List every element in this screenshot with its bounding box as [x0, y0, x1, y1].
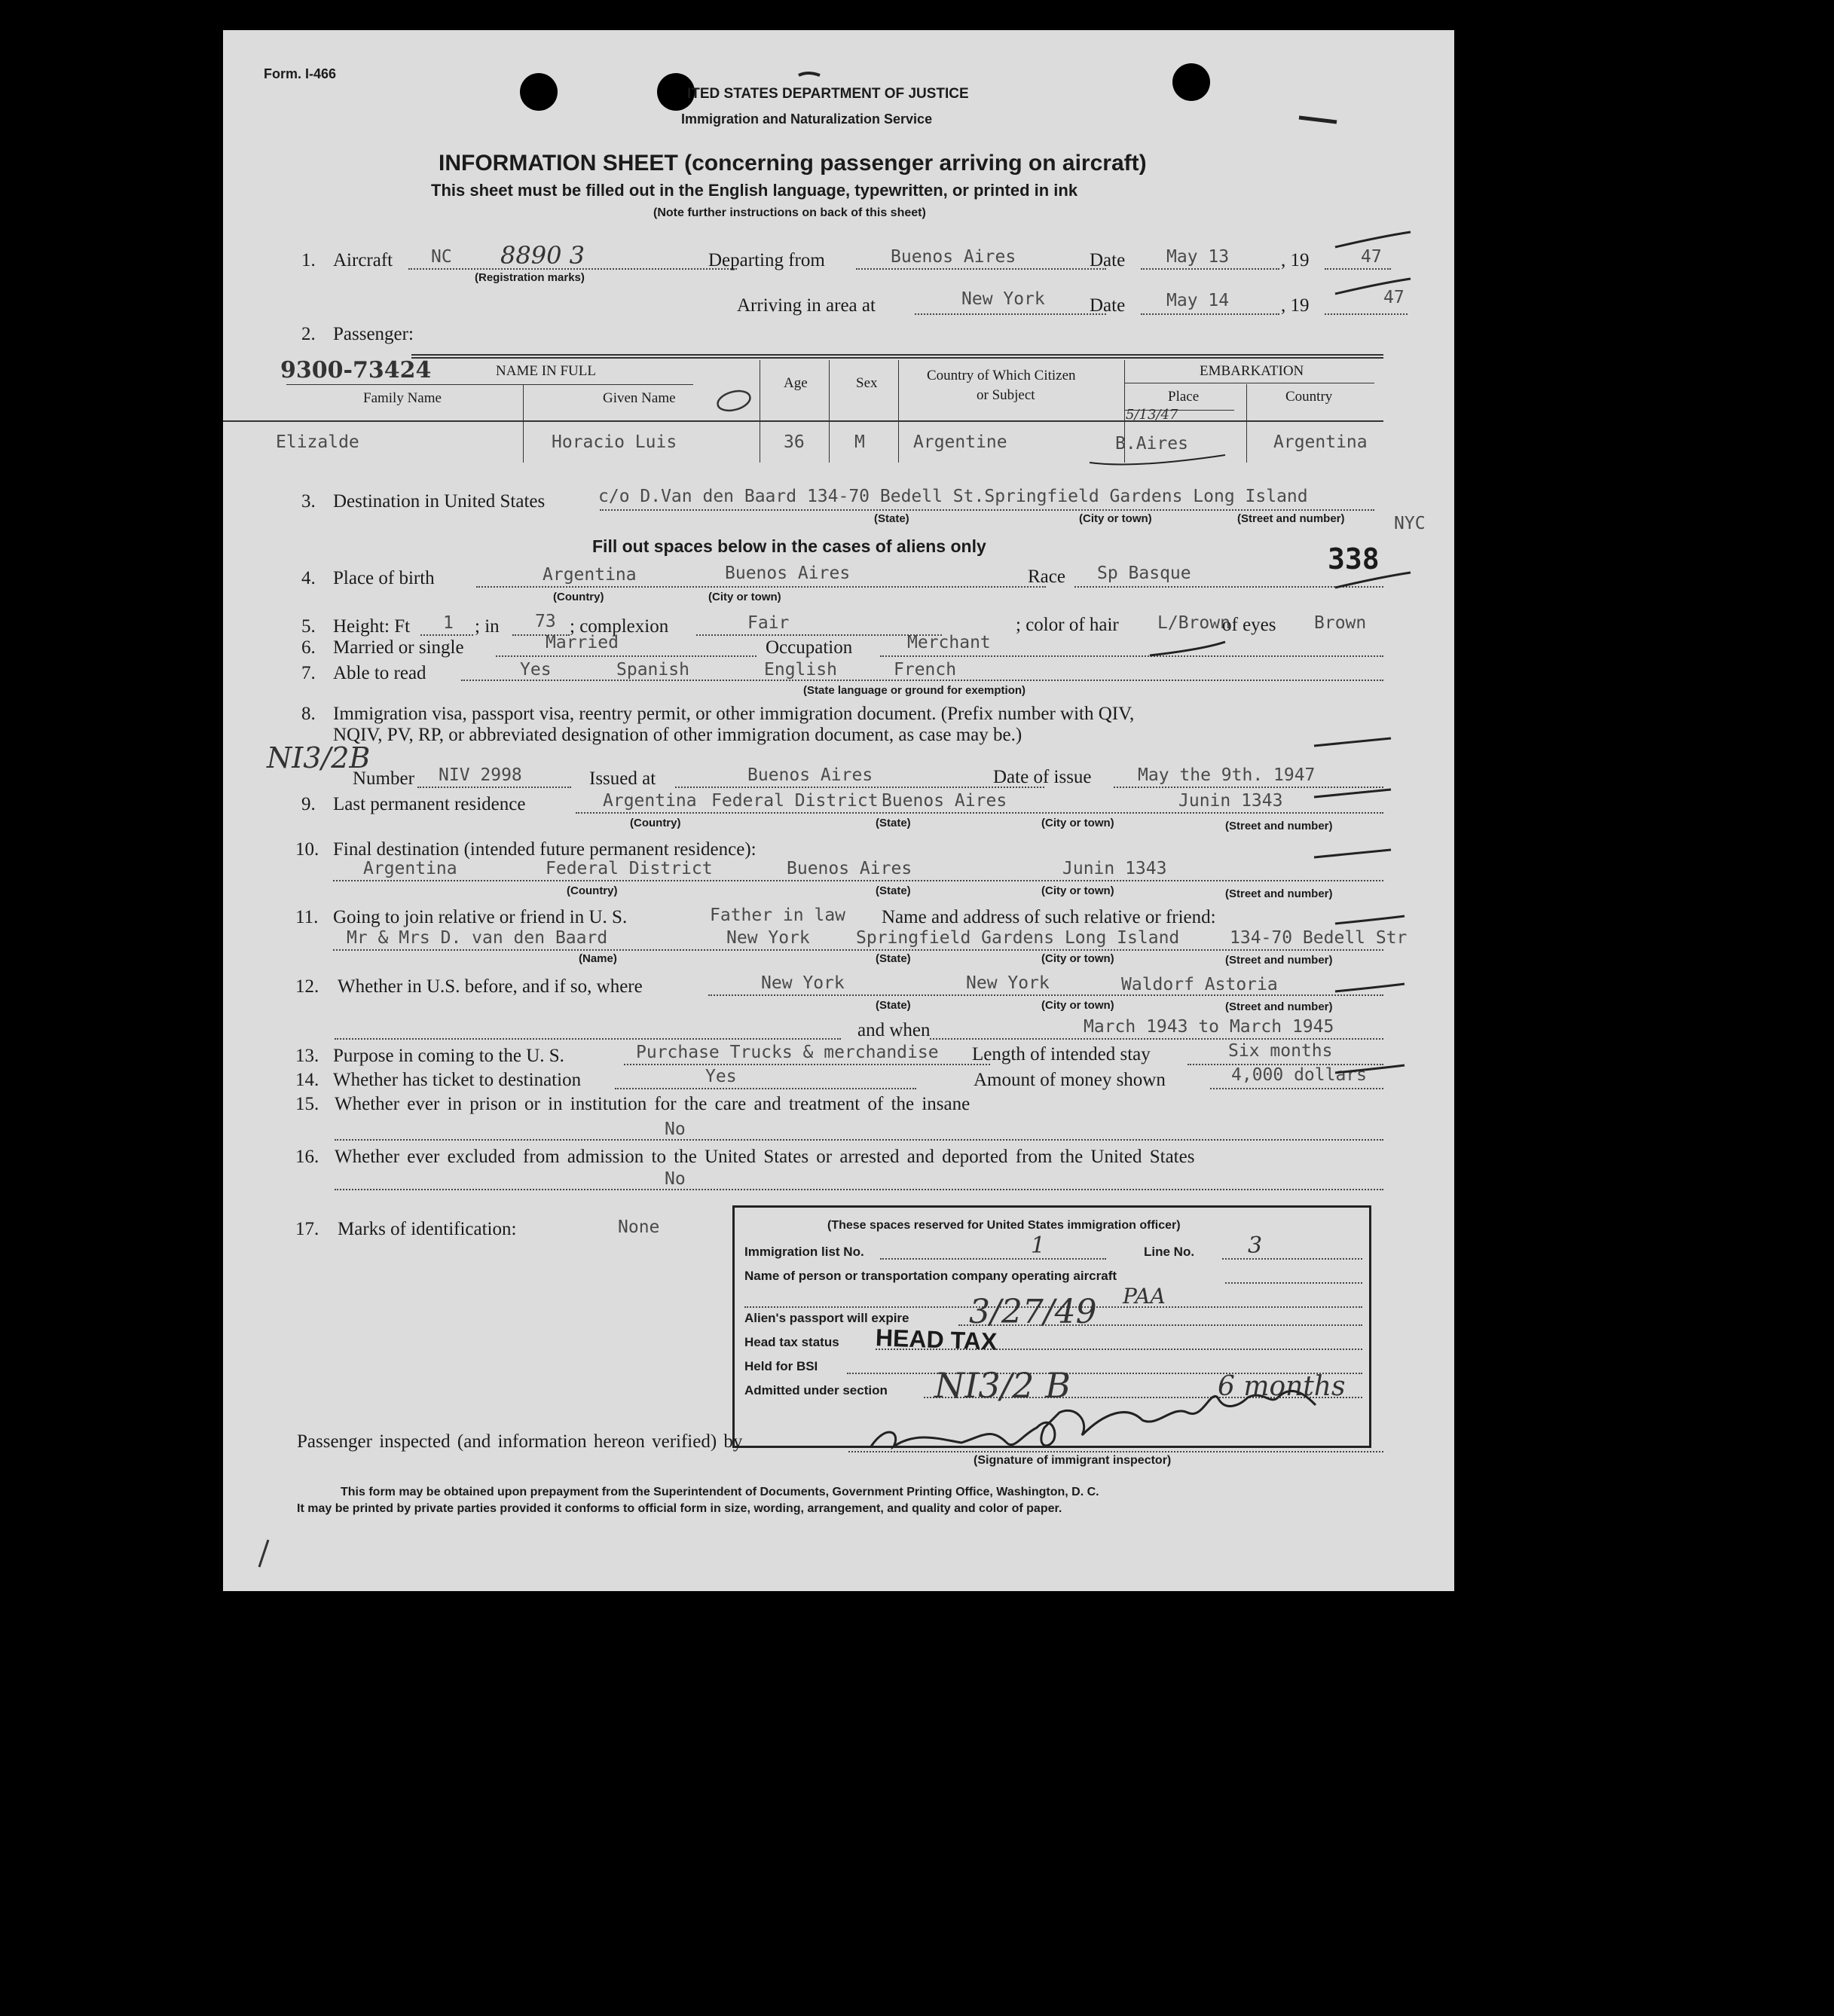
q1-number: 1.: [301, 250, 316, 270]
head-tax-stamp: HEAD TAX: [875, 1324, 998, 1355]
arriving-label: Arriving in area at: [737, 295, 876, 316]
arrive-year-value: 47: [1383, 288, 1405, 307]
arrive-date-value: May 14: [1166, 291, 1230, 310]
excluded-answer: No: [665, 1169, 686, 1189]
q7-number: 7.: [301, 663, 316, 683]
prison-answer: No: [665, 1119, 686, 1139]
th-name-in-full: NAME IN FULL: [496, 363, 596, 379]
departing-label: Departing from: [708, 250, 825, 270]
hair-value: L/Brown: [1157, 613, 1230, 633]
read-language-2: English: [764, 660, 837, 680]
aircraft-label: Aircraft: [333, 250, 393, 270]
th-sex: Sex: [856, 375, 878, 391]
passenger-label: Passenger:: [333, 324, 414, 344]
line-number-value: 3: [1248, 1233, 1263, 1259]
admitted-term-value: 6 months: [1218, 1371, 1346, 1402]
last-residence-state: Federal District: [711, 791, 879, 811]
q10-number: 10.: [295, 839, 319, 860]
prison-question-label: Whether ever in prison or in institution for the care and treatment of the insane: [335, 1094, 970, 1114]
aliens-section-header: Fill out spaces below in the cases of aliens only: [592, 536, 986, 556]
relative-city-value: Springfield Gardens Long Island: [856, 928, 1180, 948]
form-title: INFORMATION SHEET (concerning passenger arriving on aircraft): [439, 151, 1147, 176]
family-name-value: Elizalde: [276, 432, 359, 452]
caption-state: (State): [876, 817, 911, 829]
final-destination-state: Federal District: [546, 859, 713, 878]
caption-street: (Street and number): [1237, 512, 1345, 525]
caption-city: (City or town): [708, 591, 781, 603]
departing-from-value: Buenos Aires: [891, 247, 1016, 267]
immigration-list-label: Immigration list No: [744, 1245, 860, 1259]
year-prefix: 19: [1290, 295, 1310, 316]
read-yes-value: Yes: [520, 660, 552, 680]
stamp-number: 338: [1328, 542, 1380, 576]
caption-city: (City or town): [1079, 512, 1152, 525]
hair-label: ; color of hair: [1016, 615, 1119, 635]
q17-number: 17.: [295, 1219, 319, 1239]
service-name: Immigration and Naturalization Service: [681, 111, 933, 127]
date-of-issue-value: May the 9th. 1947: [1138, 765, 1316, 785]
nyc-value: NYC: [1394, 514, 1426, 533]
final-destination-city: Buenos Aires: [787, 859, 912, 878]
height-label: Height: Ft: [333, 616, 411, 637]
visa-margin-note: NI3/2B: [267, 741, 371, 774]
ticket-label: Whether has ticket to destination: [333, 1070, 582, 1090]
registration-caption: (Registration marks): [475, 271, 585, 284]
read-language-3: French: [894, 660, 957, 680]
q15-number: 15.: [295, 1094, 319, 1114]
relative-street-value: 134-70 Bedell Str: [1230, 928, 1408, 948]
destination-label: Destination in United States: [333, 491, 546, 512]
department-name: ITED STATES DEPARTMENT OF JUSTICE: [687, 86, 969, 102]
caption-city: (City or town): [1041, 884, 1114, 897]
prior-visit-label: Whether in U.S. before, and if so, where: [338, 976, 643, 997]
purpose-label: Purpose in coming to the U. S.: [333, 1046, 564, 1066]
relative-state-value: New York: [726, 928, 810, 948]
language-caption: (State language or ground for exemption): [803, 684, 1026, 697]
footer-line-2: It may be printed by private parties provided it conforms to official form in size, wording, arrangement, and quality and color of paper.: [297, 1502, 1062, 1515]
prior-visit-when: March 1943 to March 1945: [1084, 1017, 1334, 1037]
relative-name-value: Mr & Mrs D. van den Baard: [347, 928, 608, 948]
th-place: Place: [1168, 389, 1200, 405]
caption-state: (State): [876, 952, 911, 965]
th-country: Country: [1285, 389, 1333, 405]
occupation-value: Merchant: [907, 633, 991, 652]
th-age: Age: [784, 375, 808, 391]
last-residence-country: Argentina: [603, 791, 697, 811]
arrive-date-label: Date: [1090, 295, 1126, 316]
q4-number: 4.: [301, 568, 316, 588]
caption-state: (State): [874, 512, 909, 525]
birthplace-label: Place of birth: [333, 568, 435, 588]
depart-date-label: Date: [1090, 250, 1126, 270]
caption-state: (State): [876, 999, 911, 1012]
operator-value: PAA: [1123, 1284, 1166, 1309]
complexion-value: Fair: [747, 613, 790, 633]
destination-value: c/o D.Van den Baard 134-70 Bedell St.Springfield Gardens Long Island: [598, 487, 1308, 506]
aircraft-prefix-value: NC: [431, 247, 452, 267]
birth-country-value: Argentina: [543, 565, 637, 585]
footer-line-1: This form may be obtained upon prepayment from the Superintendent of Documents, Government Printing Office, Washington, D. C.: [341, 1486, 1099, 1498]
visa-number-label: Number: [353, 768, 414, 789]
year-prefix: 19: [1290, 250, 1310, 270]
height-feet-value: 1: [443, 613, 454, 633]
marital-label: Married or single: [333, 637, 464, 658]
issued-at-value: Buenos Aires: [747, 765, 873, 785]
excluded-question-label: Whether ever excluded from admission to the United States or arrested and deported from the United States: [335, 1147, 1195, 1167]
form-number: Form. I-466: [264, 66, 337, 81]
date-of-issue-label: Date of issue: [993, 767, 1092, 787]
caption-country: (Country): [567, 884, 618, 897]
q5-number: 5.: [301, 616, 316, 637]
birth-city-value: Buenos Aires: [725, 564, 851, 583]
caption-street: (Street and number): [1225, 820, 1333, 832]
admitted-section-label: Admitted under section: [744, 1383, 888, 1397]
caption-city: (City or town): [1041, 952, 1114, 965]
last-residence-label: Last permanent residence: [333, 794, 526, 814]
depart-year-value: 47: [1361, 247, 1382, 267]
q2-number: 2.: [301, 324, 316, 344]
held-for-bsi-label: Held for BSI: [744, 1359, 818, 1373]
race-value: Sp Basque: [1097, 564, 1191, 583]
final-destination-street: Junin 1343: [1062, 859, 1167, 878]
line-number-label: Line No: [1144, 1245, 1191, 1259]
eyes-label: of eyes: [1222, 615, 1276, 635]
aircraft-number-value: 8890 3: [500, 241, 585, 270]
age-value: 36: [784, 432, 805, 452]
passport-expiry-value: 3/27/49: [969, 1293, 1097, 1331]
prior-visit-city: New York: [966, 973, 1050, 993]
head-tax-label: Head tax status: [744, 1335, 839, 1349]
occupation-label: Occupation: [766, 637, 853, 658]
immigration-list-value: 1: [1031, 1233, 1046, 1259]
relation-value: Father in law: [710, 906, 846, 925]
q9-number: 9.: [301, 794, 316, 814]
money-label: Amount of money shown: [974, 1070, 1166, 1090]
q11-number: 11.: [295, 907, 319, 927]
caption-city: (City or town): [1041, 999, 1114, 1012]
information-sheet: Form. I-466 ITED STATES DEPARTMENT OF JUSTICE Immigration and Naturalization Service INFORMATION SHEET (concerning passenger arriving on aircraft) This sheet must be filled out in the English language, typewritten, or printed in ink (Note further instructions on back of this sheet) 1. Aircraft NC 8890 3 (Registration marks) Departing from Buenos Aires Date May 13 , 19 47 Arriving in area at New York Date May 14 , 19 47 2. Passenger: 9300-73424 NAME IN FULL Family Name Given Name Age Sex Country of Which Citizen or Subject EMBARKATION Place Country Elizalde Horacio Luis 36 M Argentine 5/13/47 B.Aires Argentina 3. Destination in United States c/o D.Van den Baard 134-70 Bedell St.Springfield Gardens Long Island (State) (City or town) (Street and number) NYC Fill out spaces below in the cases of aliens only 338 4. Place of birth Argentina Buenos Aires (Country) (City or town) Race Sp Basque 5. Height: Ft 1 ; in 73 ; complexion Fair ; color of hair L/Brown of eyes Brown 6. Married or single Married Occupation Merchant 7. Able to read Yes Spanish English French (State language or ground for exemption) 8. Immigration visa, passport visa, reentry permit, or other immigration document. (Prefix number with QIV, NQIV, PV, RP, or abbreviated designation of other immigration document, as case may be.) NI3/2B Number NIV 2998 Issued at Buenos Aires Date of issue May the 9th. 1947 9. Last permanent residence Argentina Federal District Buenos Aires Junin 1343 (Country) (State) (City or town) (Street and number) 10. Final destination (intended future permanent residence): Argentina Federal District Buenos Aires Junin 1343 (Country) (State) (City or town) (Street and number) 11. Going to join relative or friend in U. S. Father in law Name and address of such relative or friend: Mr & Mrs D. van den Baard New York Springfield Gardens Long Island 134-70 Bedell Str (Name) (State) (City or town) (Street and number) 12. Whether in U.S. before, and if so, where New York New York Waldorf Astoria (State) (City or town) (Street and number) and when March 1943 to March 1945 13. Purpose in coming to the U. S. Purchase Trucks & merchandise Length of intended stay Six months 14. Whether has ticket to destination Yes Amount of money shown 4,000 dollars 15. Whether ever in prison or in institution for the care and treatment of the insane No 16. Whether ever excluded from admission to the United States or arrested and deported from the United States No 17. Marks of identification: None (These spaces reserved for United States immigration officer) Immigration list No. 1 Line No. 3 Name of person or transportation company operating aircraft PAA Alien's passport will expire 3/27/49 Head tax status HEAD TAX Held for BSI Admitted under section NI3/2 B 6 months Passenger inspected (and information hereon verified) by (Signature of immigrant inspector) This form may be obtained upon prepayment from the Superintendent of Documents, Government Printing Office, Washington, D. C. It may be printed by private parties provided it conforms to official form in size, wording, arrangement, and quality and color of paper.: [223, 30, 1454, 1591]
final-destination-label: Final destination (intended future permanent residence):: [333, 839, 757, 860]
th-or-subject: or Subject: [977, 387, 1035, 403]
q6-number: 6.: [301, 637, 316, 658]
prior-visit-state: New York: [761, 973, 845, 993]
caption-state: (State): [876, 884, 911, 897]
embark-place-value: B.Aires: [1115, 434, 1188, 454]
last-residence-street: Junin 1343: [1178, 791, 1283, 811]
embark-date-note: 5/13/47: [1126, 407, 1178, 423]
operator-label: Name of person or transportation company operating aircraft: [744, 1269, 1117, 1283]
complexion-label: ; complexion: [570, 616, 669, 637]
when-label: and when: [857, 1020, 931, 1040]
caption-street: (Street and number): [1225, 1000, 1333, 1013]
q13-number: 13.: [295, 1046, 319, 1066]
identification-marks-value: None: [618, 1217, 660, 1237]
admitted-section-value: NI3/2 B: [934, 1365, 1071, 1406]
inspection-label: Passenger inspected (and information hereon verified) by: [297, 1431, 743, 1452]
embark-country-value: Argentina: [1273, 432, 1368, 452]
height-inches-label: ; in: [475, 616, 500, 637]
stay-value: Six months: [1228, 1041, 1333, 1061]
caption-country: (Country): [553, 591, 604, 603]
caption-name: (Name): [579, 952, 617, 965]
th-given-name: Given Name: [603, 390, 676, 406]
form-instruction: This sheet must be filled out in the English language, typewritten, or printed in ink: [431, 181, 1078, 200]
th-country-citizen: Country of Which Citizen: [927, 368, 1076, 383]
th-family-name: Family Name: [363, 390, 442, 406]
q16-number: 16.: [295, 1147, 319, 1167]
read-language-1: Spanish: [616, 660, 689, 680]
visa-question-line1: Immigration visa, passport visa, reentry permit, or other immigration document. (Prefix number with QIV,: [333, 704, 1135, 724]
visa-question-line2: NQIV, PV, RP, or abbreviated designation of other immigration document, as case may be.): [333, 725, 1022, 745]
read-label: Able to read: [333, 663, 426, 683]
visa-number-value: NIV 2998: [439, 765, 522, 785]
depart-date-value: May 13: [1166, 247, 1230, 267]
relative-address-label: Name and address of such relative or friend:: [882, 907, 1216, 927]
q14-number: 14.: [295, 1070, 319, 1090]
stay-label: Length of intended stay: [972, 1044, 1151, 1065]
citizenship-value: Argentine: [913, 432, 1007, 452]
th-embarkation: EMBARKATION: [1200, 363, 1304, 379]
caption-street: (Street and number): [1225, 954, 1333, 967]
caption-street: (Street and number): [1225, 887, 1333, 900]
form-note: (Note further instructions on back of this sheet): [653, 206, 926, 219]
last-residence-city: Buenos Aires: [882, 791, 1007, 811]
arriving-at-value: New York: [961, 289, 1045, 309]
final-destination-country: Argentina: [363, 859, 457, 878]
ticket-value: Yes: [705, 1067, 737, 1086]
margin-pen-marks: [223, 30, 1454, 1591]
given-name-value: Horacio Luis: [552, 432, 677, 452]
q8-number: 8.: [301, 704, 316, 724]
sex-value: M: [854, 432, 865, 452]
caption-city: (City or town): [1041, 817, 1114, 829]
q3-number: 3.: [301, 491, 316, 512]
officer-box-title: (These spaces reserved for United States immigration officer): [827, 1219, 1181, 1232]
join-relative-label: Going to join relative or friend in U. S.: [333, 907, 628, 927]
eyes-value: Brown: [1314, 613, 1367, 633]
prior-visit-street: Waldorf Astoria: [1121, 975, 1278, 994]
race-label: Race: [1028, 567, 1065, 587]
passport-expiry-label: Alien's passport will expire: [744, 1311, 909, 1325]
q12-number: 12.: [295, 976, 319, 997]
file-number-handwritten: 9300-73424: [280, 357, 432, 383]
caption-country: (Country): [630, 817, 681, 829]
purpose-value: Purchase Trucks & merchandise: [636, 1043, 939, 1062]
money-value: 4,000 dollars: [1231, 1065, 1368, 1085]
height-inches-value: 73: [535, 612, 556, 631]
signature-caption: (Signature of immigrant inspector): [974, 1454, 1172, 1467]
issued-at-label: Issued at: [589, 768, 656, 789]
marital-value: Married: [546, 633, 619, 652]
identification-marks-label: Marks of identification:: [338, 1219, 517, 1239]
